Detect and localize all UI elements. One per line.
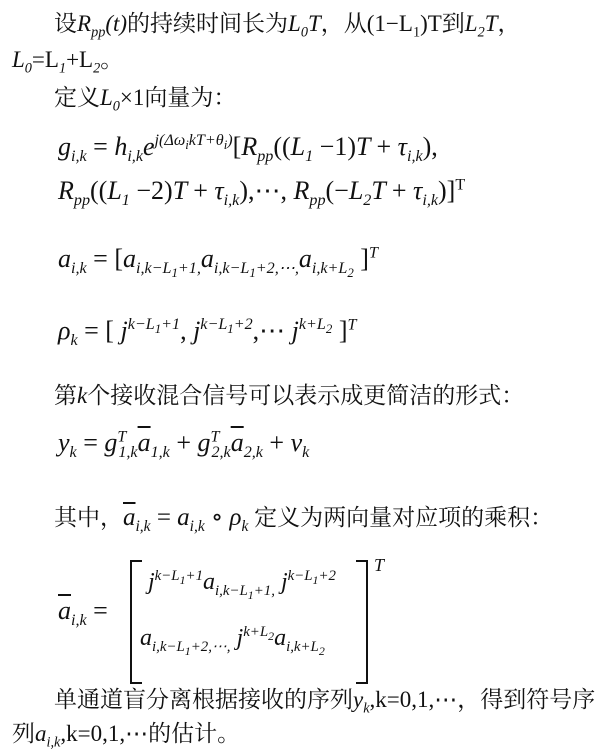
paragraph-4: 其中，$\overline{a}_{i,k} = a_{i,k}$ ∘ $\rho_k$ 定义为两向量对应项的乘积：	[54, 504, 554, 535]
paragraph-1-line-2: $L_0=L_1+L_2$。	[12, 47, 124, 77]
equation-a: $a_{i,k} = [a_{i,k-L_1+1,}a_{i,k-L_1+2,\cdots,}a_{i,k+L_2}$ ]$^T$	[58, 244, 378, 281]
matrix-left-bracket	[130, 560, 142, 684]
equation-g-line-1: $g_{i,k} = h_{i,k}e^{j(\Delta\omega_ikT+\theta_i)}[R_{pp}((L_1 -1)T + \tau_{i,k})$,	[58, 132, 438, 166]
equation-g-line-2: $R_{pp}((L_1 -2)T$ + $\tau_{i,k}),\cdots$, $R_{pp}(-L_2T + \tau_{i,k})]^T$	[58, 176, 466, 210]
equation-rho: $\rho_k$ = [ $j^{k-L_1+1}$, $j^{k-L_1+2},\cdots$ $j^{k+L_2}$ ]$^T$	[58, 316, 357, 350]
matrix-row-1: $j^{k-L_1+1}a_{i,k-L_1+1,}$ $j^{k-L_1+2}$	[148, 568, 336, 602]
matrix-transpose: T	[374, 555, 385, 575]
matrix-right-bracket	[356, 560, 368, 684]
paragraph-5-line-1: 单通道盲分离根据接收的序列$y_k,k=0,1,\cdots$，得到符号序	[54, 687, 596, 717]
matrix-row-2: $a_{i,k-L_1+2,\cdots,}$ $j^{k+L_2}a_{i,k+L_2}$	[140, 624, 325, 658]
paragraph-1-line-1: 设$R_{pp}(t)$的持续时间长为$L_0T$，从$(1-L_1)T$到$L_2T$，	[54, 11, 521, 41]
equation-y: $y_k = g^T_{1,k}\overline{a}_{1,k} + g^T_{2,k}\overline{a}_{2,k} + \nu_k$	[58, 428, 310, 462]
paragraph-3: 第k个接收混合信号可以表示成更简洁的形式：	[54, 383, 525, 408]
paragraph-2: 定义$L_0\times 1$向量为：	[54, 85, 237, 115]
paragraph-5-line-2: 列$a_{i,k},k=0,1,\cdots$的估计。	[12, 721, 241, 751]
equation-abar-matrix-label: $\overline{a}_{i,k}$ =	[58, 596, 108, 630]
